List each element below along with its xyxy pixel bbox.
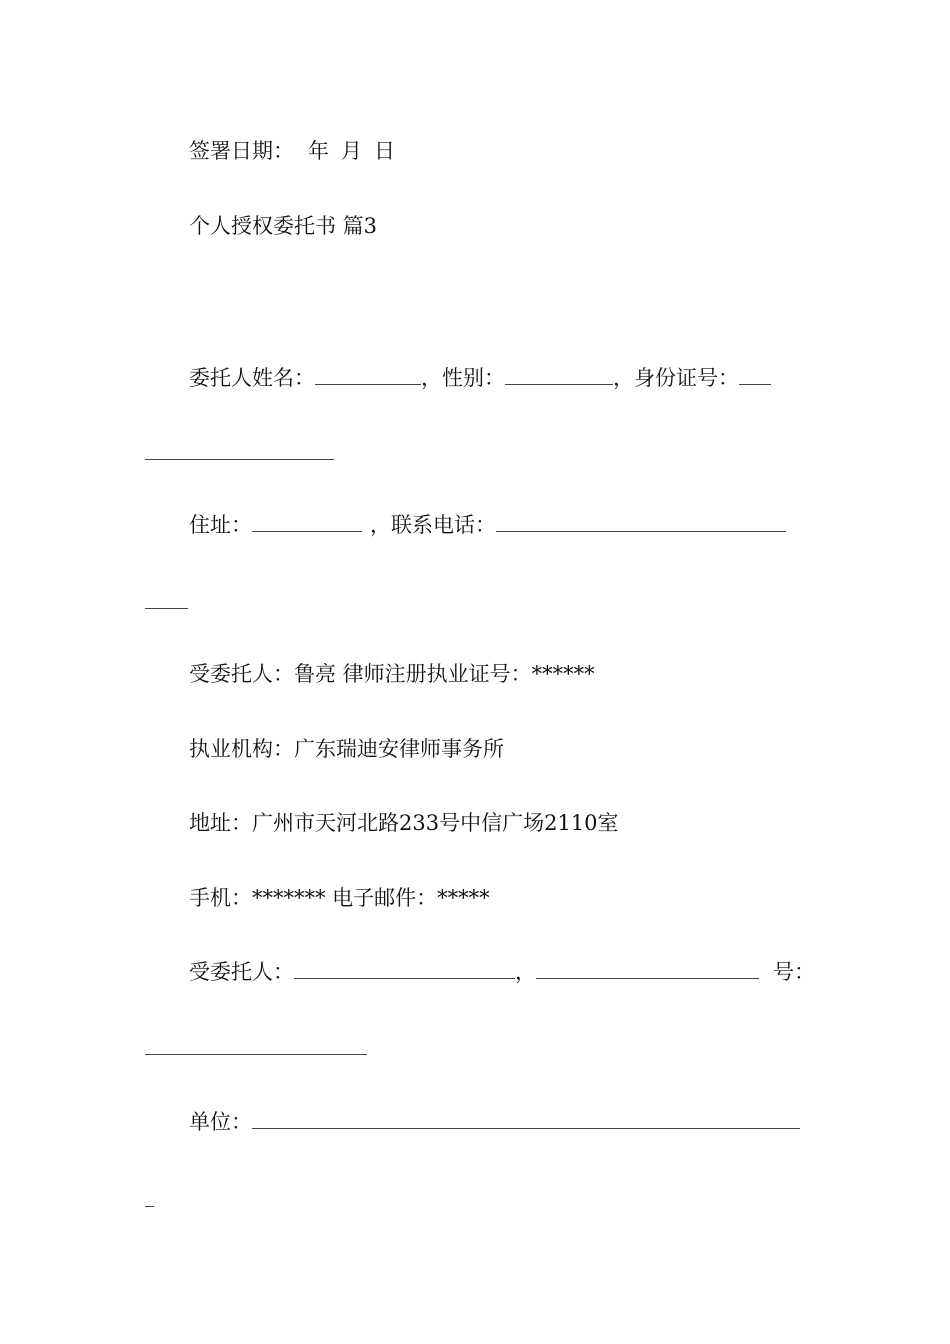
sign-date-month: 月 — [341, 139, 362, 163]
address-label: 住址： — [189, 513, 252, 537]
unit-line — [189, 1107, 800, 1137]
sign-date-day: 日 — [374, 139, 395, 163]
number-blank[interactable] — [145, 1054, 367, 1055]
phone-label: ，联系电话： — [370, 513, 496, 537]
unit-blank[interactable] — [252, 1108, 800, 1129]
id-blank-continued[interactable] — [145, 459, 334, 460]
agent2-label: 受委托人： — [189, 960, 294, 984]
sign-date-label: 签署日期： — [189, 139, 294, 163]
sign-date-line — [189, 136, 395, 166]
agency-line: 执业机构：广东瑞迪安律师事务所 — [189, 737, 504, 761]
unit-blank-continued[interactable] — [145, 1206, 154, 1207]
client-name-label: 委托人姓名： — [189, 366, 315, 390]
gender-blank[interactable] — [505, 364, 613, 385]
agent2-comma: ， — [515, 960, 536, 984]
sign-date-year: 年 — [308, 139, 329, 163]
address-blank[interactable] — [252, 511, 362, 532]
id-label: ，身份证号： — [613, 366, 739, 390]
phone-blank[interactable] — [496, 511, 786, 532]
phone-blank-continued[interactable] — [145, 608, 188, 609]
address-line — [189, 510, 786, 540]
id-blank-start[interactable] — [739, 364, 771, 385]
agent2-line — [189, 957, 815, 987]
unit-label: 单位： — [189, 1110, 252, 1134]
agent2-second-blank[interactable] — [536, 958, 759, 979]
agent2-name-blank[interactable] — [294, 958, 515, 979]
number-label: 号： — [773, 960, 815, 984]
contact-line: 手机：******* 电子邮件：***** — [189, 886, 490, 910]
gender-label: ，性别： — [421, 366, 505, 390]
section-title: 个人授权委托书 篇3 — [189, 214, 378, 238]
agent-line: 受委托人：鲁亮 律师注册执业证号：****** — [189, 662, 595, 686]
agency-address-line: 地址：广州市天河北路233号中信广场2110室 — [189, 811, 619, 835]
client-name-blank[interactable] — [315, 364, 421, 385]
client-line — [189, 363, 771, 393]
